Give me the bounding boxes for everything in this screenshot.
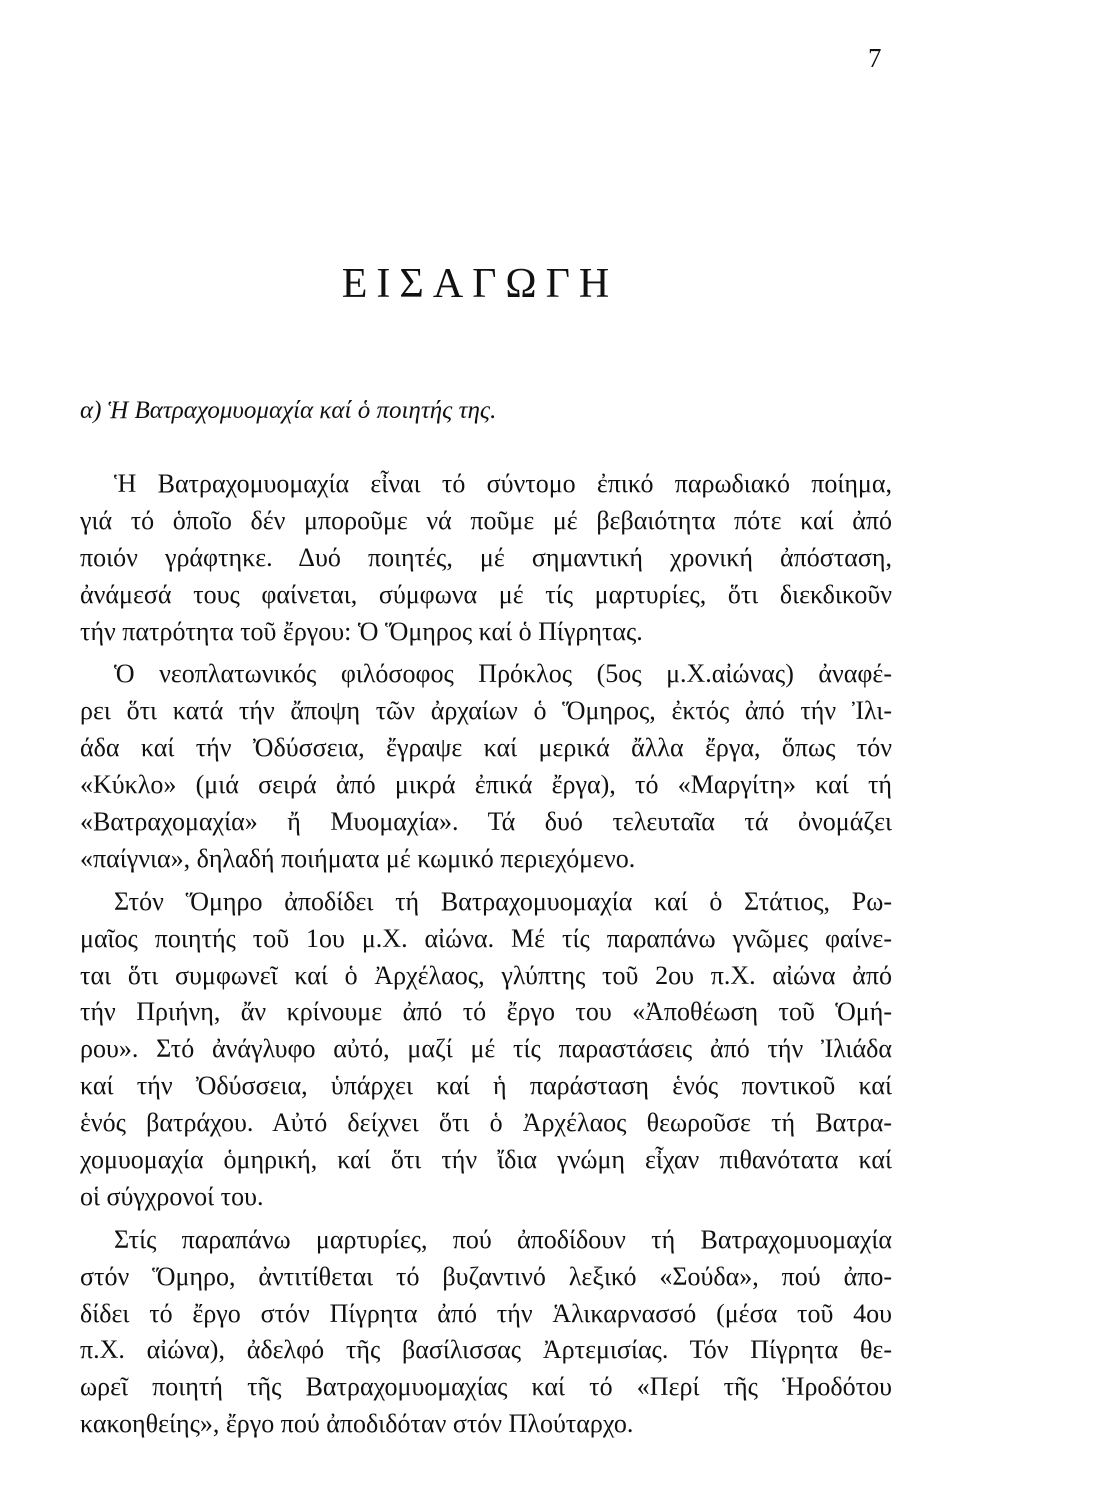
paragraph-line: ται ὅτι συμφωνεῖ καί ὁ Ἀρχέλαος, γλύπτης τοῦ 2ου π.Χ. αἰώνα ἀπό [80, 960, 892, 990]
paragraph [80, 1222, 892, 1443]
paragraph-line: π.Χ. αἰώνα), ἀδελφό τῆς βασίλισσας Ἀρτεμισίας. Τόν Πίγρητα θε- [80, 1335, 892, 1365]
paragraph [80, 466, 892, 650]
paragraph-line: «Βατραχομαχία» ἤ Μυομαχία». Τά δυό τελευταῖα τά ὀνομάζει [80, 807, 892, 837]
paragraph-line: ρου». Στό ἀνάγλυφο αὐτό, μαζί μέ τίς παραστάσεις ἀπό τήν Ἰλιάδα [80, 1034, 892, 1064]
paragraph-line: μαῖος ποιητής τοῦ 1ου μ.Χ. αἰώνα. Μέ τίς παραπάνω γνῶμες φαίνε- [80, 923, 892, 953]
paragraph-line: τήν Πριήνη, ἄν κρίνουμε ἀπό τό ἔργο του «Ἀποθέωση τοῦ Ὁμή- [80, 997, 892, 1027]
paragraph-line: χομυομαχία ὁμηρική, καί ὅτι τήν ἴδια γνώμη εἶχαν πιθανότατα καί [80, 1145, 892, 1175]
paragraph-line: κακοηθείης», ἔργο πού ἀποδιδόταν στόν Πλούταρχο. [80, 1409, 634, 1439]
paragraph-line: τήν πατρότητα τοῦ ἔργου: Ὁ Ὅμηρος καί ὁ Πίγρητας. [80, 616, 643, 646]
paragraph-line: Ὁ νεοπλατωνικός φιλόσοφος Πρόκλος (5ος μ.Χ.αἰώνας) ἀναφέ- [114, 659, 892, 689]
paragraph-line: στόν Ὅμηρο, ἀντιτίθεται τό βυζαντινό λεξικό «Σούδα», πού ἀπο- [80, 1261, 892, 1291]
paragraph-line: ἑνός βατράχου. Αὐτό δείχνει ὅτι ὁ Ἀρχέλαος θεωροῦσε τή Βατρα- [80, 1108, 892, 1138]
paragraph-line: ρει ὅτι κατά τήν ἄποψη τῶν ἀρχαίων ὁ Ὅμηρος, ἐκτός ἀπό τήν Ἰλι- [80, 696, 892, 726]
paragraph-line: γιά τό ὁποῖο δέν μποροῦμε νά ποῦμε μέ βεβαιότητα πότε καί ἀπό [80, 505, 892, 535]
chapter-title: ΕΙΣΑΓΩΓΗ [341, 261, 619, 308]
paragraph-line: άδα καί τήν Ὀδύσσεια, ἔγραψε καί μερικά ἄλλα ἔργα, ὅπως τόν [80, 733, 892, 763]
paragraph-line: οἱ σύγχρονοί του. [80, 1181, 264, 1211]
body-text [80, 466, 892, 1443]
paragraph-line: ωρεῖ ποιητή τῆς Βατραχομυομαχίας καί τό «Περί τῆς Ἡροδότου [80, 1372, 892, 1402]
paragraph-line: Στόν Ὅμηρο ἀποδίδει τή Βατραχομυομαχία καί ὁ Στάτιος, Ρω- [114, 886, 892, 916]
paragraph-line: Ἡ Βατραχομυομαχία εἶναι τό σύντομο ἐπικό παρωδιακό ποίημα, [114, 469, 892, 498]
paragraph-line: ἀνάμεσά τους φαίνεται, σύμφωνα μέ τίς μαρτυρίες, ὅτι διεκδικοῦν [80, 579, 892, 609]
paragraph [80, 884, 892, 1216]
paragraph-line: δίδει τό ἔργο στόν Πίγρητα ἀπό τήν Ἁλικαρνασσό (μέσα τοῦ 4ου [80, 1298, 892, 1328]
page-number: 7 [868, 43, 882, 73]
paragraph-line: «Κύκλο» (μιά σειρά ἀπό μικρά ἐπικά ἔργα), τό «Μαργίτη» καί τή [80, 770, 892, 800]
paragraph-line: «παίγνια», δηλαδή ποιήματα μέ κωμικό περιεχόμενο. [80, 843, 636, 873]
paragraph-line: Στίς παραπάνω μαρτυρίες, πού ἀποδίδουν τή Βατραχομυομαχία [114, 1224, 892, 1254]
paragraph-line: ποιόν γράφτηκε. Δυό ποιητές, μέ σημαντική χρονική ἀπόσταση, [80, 542, 892, 572]
paragraph-line: καί τήν Ὀδύσσεια, ὑπάρχει καί ἡ παράσταση ἑνός ποντικοῦ καί [80, 1071, 892, 1101]
section-heading: α) Ἡ Βατραχομυομαχία καί ὁ ποιητής της. [80, 397, 497, 424]
paragraph [80, 656, 892, 877]
